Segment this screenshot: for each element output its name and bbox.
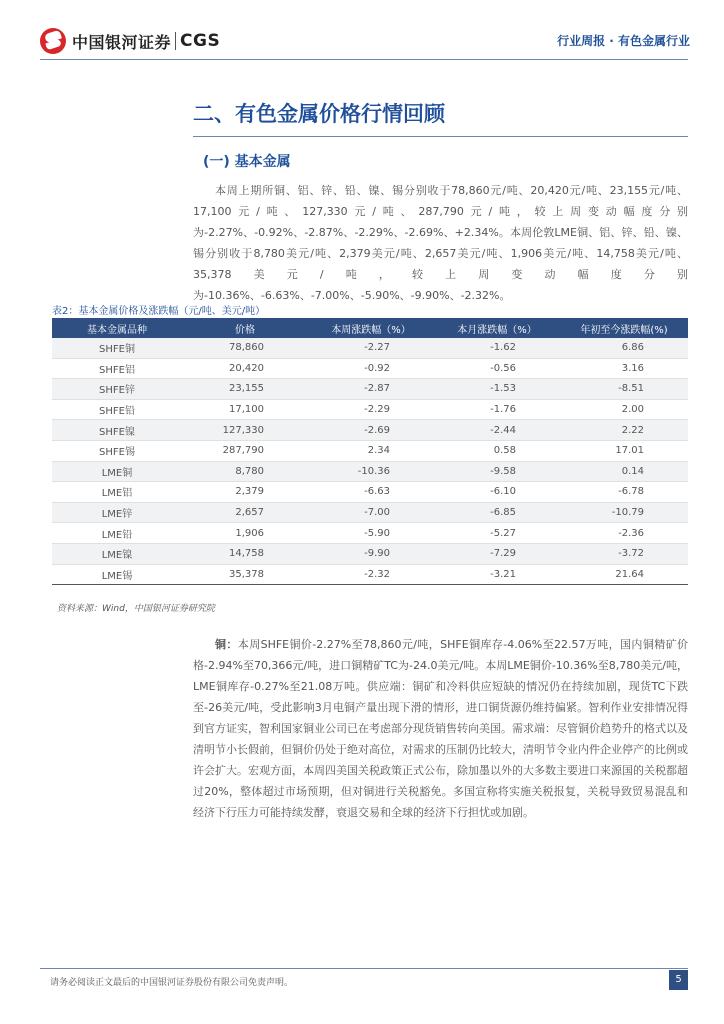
cell-price: 20,420	[182, 358, 308, 379]
cell-metal: SHFE锡	[52, 440, 182, 461]
table-row	[52, 420, 688, 441]
section-title: 二、有色金属价格行情回顾	[193, 102, 445, 126]
cell-weekly-change: -2.27	[308, 338, 434, 358]
copper-label: 铜：	[215, 638, 238, 651]
cell-ytd-change: -10.79	[560, 502, 688, 523]
cell-weekly-change: -10.36	[308, 461, 434, 482]
cell-monthly-change: -0.56	[434, 358, 560, 379]
cell-ytd-change: -2.36	[560, 523, 688, 544]
cell-weekly-change: -2.69	[308, 420, 434, 441]
cell-ytd-change: 17.01	[560, 440, 688, 461]
copper-paragraph	[193, 634, 688, 823]
page-number: 5	[669, 970, 688, 990]
cell-monthly-change: -7.29	[434, 543, 560, 564]
cell-metal: SHFE铜	[52, 338, 182, 358]
cell-monthly-change: 0.58	[434, 440, 560, 461]
cell-ytd-change: 21.64	[560, 564, 688, 585]
cell-ytd-change: 2.22	[560, 420, 688, 441]
cell-metal: LME铅	[52, 523, 182, 544]
section-divider	[193, 136, 688, 137]
cell-weekly-change: -7.00	[308, 502, 434, 523]
cell-monthly-change: -2.44	[434, 420, 560, 441]
cell-price: 1,906	[182, 523, 308, 544]
cell-weekly-change: -0.92	[308, 358, 434, 379]
cell-weekly-change: -2.29	[308, 399, 434, 420]
logo-separator	[175, 32, 176, 50]
cell-weekly-change: -9.90	[308, 543, 434, 564]
cell-metal: LME镍	[52, 543, 182, 564]
cell-monthly-change: -6.85	[434, 502, 560, 523]
table-row	[52, 379, 688, 400]
logo-chinese-name: 中国银河证券	[72, 32, 172, 52]
table-row	[52, 338, 688, 358]
cell-monthly-change: -1.62	[434, 338, 560, 358]
company-logo	[40, 28, 220, 54]
table-row	[52, 502, 688, 523]
column-header-price: 价格	[182, 318, 308, 338]
cell-monthly-change: -6.10	[434, 482, 560, 503]
table-row	[52, 523, 688, 544]
logo-english-name: CGS	[180, 31, 221, 51]
cell-monthly-change: -9.58	[434, 461, 560, 482]
column-header-metal: 基本金属品种	[52, 318, 182, 338]
cell-price: 35,378	[182, 564, 308, 585]
cell-ytd-change: -8.51	[560, 379, 688, 400]
cell-price: 127,330	[182, 420, 308, 441]
cell-weekly-change: -2.87	[308, 379, 434, 400]
cell-price: 8,780	[182, 461, 308, 482]
summary-paragraph: 本周上期所铜、铝、锌、铅、镍、锡分别收于78,860元/吨、20,420元/吨、23,155元/吨、17,100元/吨、127,330元/吨、287,790元/吨，较上周变动幅度分别为-2.27%、-0.92%、-2.87%、-2.29%、-2.69%、+2.34%。本周伦敦LME铜、铝、锌、铅、镍、锡分别收于8,780美元/吨、2,379美元/吨、2,657美元/吨、1,906美元/吨、14,758美元/吨、35,378美元/吨，较上周变动幅度分别为-10.36%、-6.63%、-7.00%、-5.90%、-9.90%、-2.32%。	[193, 184, 688, 302]
footer-divider	[40, 968, 688, 969]
cell-monthly-change: -1.76	[434, 399, 560, 420]
copper-text: 本周SHFE铜价-2.27%至78,860元/吨，SHFE铜库存-4.06%至22.57万吨，国内铜精矿价格-2.94%至70,366元/吨，进口铜精矿TC为-24.0美元/吨。本周LME铜价-10.36%至8,780美元/吨，LME铜库存-0.27%至21.08万吨。供应端：铜矿和冷料供应短缺的情况仍在持续加剧，现货TC下跌至-26美元/吨，受此影响3月电铜产量出现下滑的情形，进口铜货源仍维持偏紧。智利作业安排情况得到官方证实，智利国家铜业公司已在考虑部分现货销售转向美国。需求端：尽管铜价趋势升的格式以及清明节小长假前，但铜价仍处于绝对高位，对需求的压制仍比较大，清明节令业内件企业停产的比例或许会扩大。宏观方面，本周四美国关税政策正式公布，除加墨以外的大多数主要进口来源国的关税都超过20%，整体超过市场预期，但对铜进行关税豁免。多国宣称将实施关税报复，关税导致贸易混乱和经济下行压力可能持续发酵，衰退交易和全球的经济下行担忧或加剧。	[193, 638, 689, 819]
cell-metal: SHFE铅	[52, 399, 182, 420]
cell-price: 78,860	[182, 338, 308, 358]
cell-metal: LME锡	[52, 564, 182, 585]
cell-price: 23,155	[182, 379, 308, 400]
cell-ytd-change: 3.16	[560, 358, 688, 379]
column-header-ytd-change: 年初至今涨跌幅(%)	[560, 318, 688, 338]
table-row	[52, 399, 688, 420]
report-type-label: 行业周报 · 有色金属行业	[557, 34, 690, 48]
source-note: 资料来源：Wind，中国银河证券研究院	[57, 604, 215, 614]
footer-disclaimer: 请务必阅读正文最后的中国银河证券股份有限公司免责声明。	[50, 978, 294, 988]
cell-weekly-change: -5.90	[308, 523, 434, 544]
cell-metal: LME锌	[52, 502, 182, 523]
column-header-monthly-change: 本月涨跌幅（%）	[434, 318, 560, 338]
cell-ytd-change: -6.78	[560, 482, 688, 503]
cell-price: 2,379	[182, 482, 308, 503]
cell-metal: SHFE铝	[52, 358, 182, 379]
cell-monthly-change: -1.53	[434, 379, 560, 400]
cell-monthly-change: -3.21	[434, 564, 560, 585]
metal-price-table	[52, 318, 688, 585]
cell-metal: LME铝	[52, 482, 182, 503]
cell-price: 287,790	[182, 440, 308, 461]
cell-ytd-change: 0.14	[560, 461, 688, 482]
cell-price: 2,657	[182, 502, 308, 523]
cell-ytd-change: 2.00	[560, 399, 688, 420]
cell-ytd-change: 6.86	[560, 338, 688, 358]
cell-metal: SHFE镍	[52, 420, 182, 441]
cell-price: 14,758	[182, 543, 308, 564]
table-caption: 表2：基本金属价格及涨跌幅（元/吨、美元/吨）	[52, 306, 266, 317]
table-row	[52, 482, 688, 503]
column-header-weekly-change: 本周涨跌幅（%）	[308, 318, 434, 338]
table-row	[52, 440, 688, 461]
cell-monthly-change: -5.27	[434, 523, 560, 544]
header-divider	[40, 59, 688, 60]
page-header	[0, 0, 724, 60]
cell-weekly-change: -6.63	[308, 482, 434, 503]
table-header-row	[52, 318, 688, 338]
table-row	[52, 358, 688, 379]
cell-weekly-change: 2.34	[308, 440, 434, 461]
cell-weekly-change: -2.32	[308, 564, 434, 585]
table-body	[52, 338, 688, 585]
table-row	[52, 564, 688, 585]
cell-metal: LME铜	[52, 461, 182, 482]
table-row	[52, 543, 688, 564]
logo-mark-icon	[40, 28, 66, 54]
table-row	[52, 461, 688, 482]
cell-metal: SHFE锌	[52, 379, 182, 400]
cell-ytd-change: -3.72	[560, 543, 688, 564]
subsection-title: (一) 基本金属	[203, 154, 291, 170]
cell-price: 17,100	[182, 399, 308, 420]
